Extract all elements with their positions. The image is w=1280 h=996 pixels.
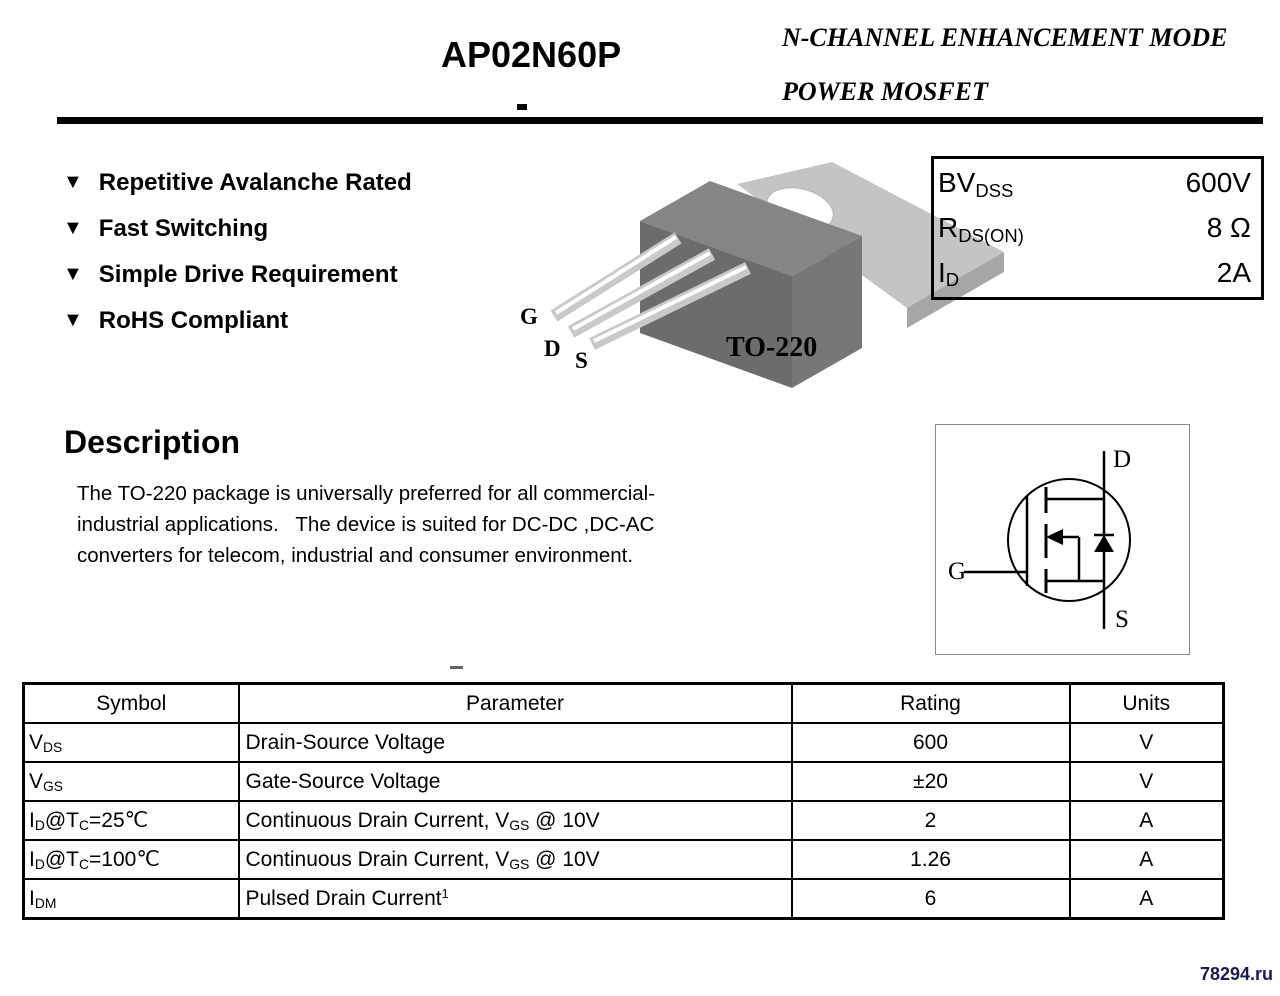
parameter-cell: Gate-Source Voltage bbox=[239, 762, 792, 801]
spec-row bbox=[934, 212, 1261, 244]
triangle-bullet-icon: ▼ bbox=[63, 262, 83, 285]
spec-value: 2A bbox=[1216, 256, 1251, 288]
column-header: Rating bbox=[792, 684, 1070, 724]
feature-item bbox=[63, 206, 412, 252]
feature-item bbox=[63, 252, 412, 298]
feature-label: Simple Drive Requirement bbox=[98, 261, 398, 288]
description-line: The TO-220 package is universally preferred for all commercial- bbox=[77, 482, 656, 505]
feature-label: Repetitive Avalanche Rated bbox=[98, 169, 412, 196]
package-gate-label: G bbox=[520, 304, 538, 329]
units-cell: V bbox=[1070, 762, 1224, 801]
table-row bbox=[24, 879, 1224, 919]
rating-cell: 2 bbox=[792, 801, 1070, 840]
feature-label: RoHS Compliant bbox=[98, 307, 289, 334]
table-row bbox=[24, 723, 1224, 762]
table-row bbox=[24, 762, 1224, 801]
triangle-bullet-icon: ▼ bbox=[63, 216, 83, 239]
stray-dash-artifact bbox=[450, 666, 463, 669]
package-drain-label: D bbox=[544, 336, 561, 361]
rating-cell: 6 bbox=[792, 879, 1070, 919]
table-row bbox=[24, 801, 1224, 840]
column-header: Units bbox=[1070, 684, 1224, 724]
parameter-cell: Continuous Drain Current, $V_{GS}$ @ 10V bbox=[239, 840, 792, 879]
rating-cell: ±20 bbox=[792, 762, 1070, 801]
parameter-cell: Drain-Source Voltage bbox=[239, 723, 792, 762]
spec-row bbox=[934, 167, 1261, 199]
parameter-cell: Pulsed Drain Current$^1$ bbox=[239, 879, 792, 919]
mosfet-symbol-icon bbox=[936, 425, 1187, 652]
description-heading: Description bbox=[64, 424, 241, 460]
spec-row bbox=[934, 257, 1261, 289]
table-row bbox=[24, 840, 1224, 879]
package-source-label: S bbox=[575, 348, 588, 373]
device-type-line2: POWER MOSFET bbox=[782, 77, 988, 106]
spec-value: 8 Ω bbox=[1206, 211, 1251, 243]
feature-item bbox=[63, 160, 412, 206]
symbol-cell: $V_{GS}$ bbox=[24, 762, 239, 801]
table-header-row bbox=[24, 684, 1224, 724]
header-rule bbox=[57, 117, 1263, 124]
symbol-cell: $I_{DM}$ bbox=[24, 879, 239, 919]
title-dot bbox=[517, 104, 527, 110]
parameter-cell: Continuous Drain Current, $V_{GS}$ @ 10V bbox=[239, 801, 792, 840]
device-type-line1: N-CHANNEL ENHANCEMENT MODE bbox=[782, 23, 1228, 52]
description-line: industrial applications. The device is suited for DC-DC ,DC-AC bbox=[77, 513, 655, 536]
units-cell: A bbox=[1070, 840, 1224, 879]
symbol-source-label: S bbox=[1115, 606, 1129, 633]
rating-cell: 1.26 bbox=[792, 840, 1070, 879]
description-line: converters for telecom, industrial and consumer environment. bbox=[77, 544, 634, 567]
triangle-bullet-icon: ▼ bbox=[63, 170, 83, 193]
column-header: Parameter bbox=[239, 684, 792, 724]
watermark: 78294.ru bbox=[1200, 964, 1274, 984]
symbol-cell: $I_D@T_C=25℃$ bbox=[24, 801, 239, 840]
package-name: TO-220 bbox=[726, 332, 818, 363]
part-number: AP02N60P bbox=[441, 34, 622, 75]
spec-symbol: $BV_{DSS}$ bbox=[938, 167, 1014, 201]
maximum-ratings-table bbox=[22, 682, 1225, 920]
triangle-bullet-icon: ▼ bbox=[63, 308, 83, 331]
description-text bbox=[77, 478, 655, 571]
mosfet-symbol-box bbox=[935, 424, 1190, 655]
spec-value: 600V bbox=[1185, 167, 1251, 199]
symbol-cell: $I_D@T_C=100℃$ bbox=[24, 840, 239, 879]
feature-item bbox=[63, 298, 412, 344]
feature-label: Fast Switching bbox=[98, 215, 269, 242]
spec-symbol: $I_D$ bbox=[938, 256, 960, 291]
units-cell: V bbox=[1070, 723, 1224, 762]
column-header: Symbol bbox=[24, 684, 239, 724]
rating-cell: 600 bbox=[792, 723, 1070, 762]
symbol-cell: $V_{DS}$ bbox=[24, 723, 239, 762]
device-type-heading bbox=[782, 24, 1227, 106]
features-list bbox=[63, 160, 412, 344]
units-cell: A bbox=[1070, 879, 1224, 919]
units-cell: A bbox=[1070, 801, 1224, 840]
symbol-gate-label: G bbox=[948, 558, 967, 585]
symbol-drain-label: D bbox=[1113, 446, 1132, 473]
quick-specs-box bbox=[931, 156, 1264, 300]
spec-symbol: $R_{DS(ON)}$ bbox=[938, 211, 1024, 246]
